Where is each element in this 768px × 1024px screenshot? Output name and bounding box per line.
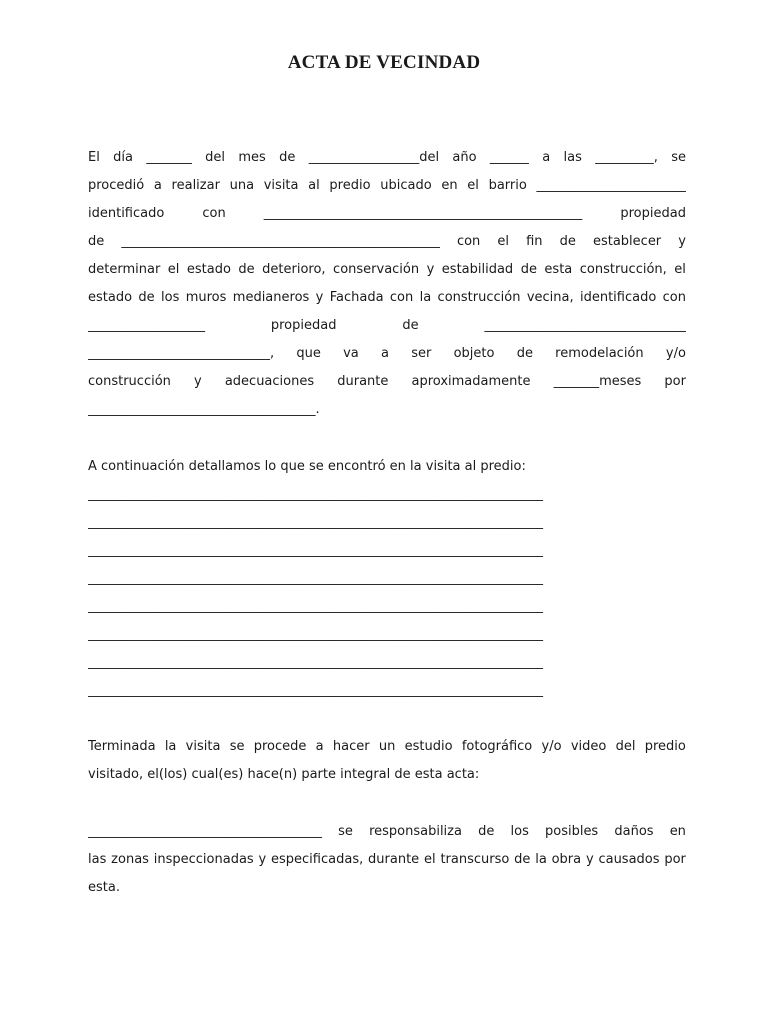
word: realizar xyxy=(171,178,220,193)
word: de xyxy=(402,318,419,333)
word: muros xyxy=(185,290,227,305)
blank-line: ______________________________________________________________________ xyxy=(88,543,543,558)
word: objeto xyxy=(453,346,495,361)
word: el xyxy=(467,178,479,193)
paragraph-line xyxy=(88,172,686,200)
word: al xyxy=(308,178,320,193)
word: _________________________________________________ xyxy=(121,234,440,249)
word: adecuaciones xyxy=(224,374,315,389)
word: especificadas, xyxy=(271,852,364,867)
word: se xyxy=(338,824,353,839)
word: Terminada xyxy=(88,739,156,754)
document-title: ACTA DE VECINDAD xyxy=(287,52,481,73)
word: identificado xyxy=(579,290,657,305)
paragraph-line: esta. xyxy=(88,880,120,895)
word: Fachada xyxy=(329,290,384,305)
blank-line: ______________________________________________________________________ xyxy=(88,599,543,614)
word: medianeros xyxy=(232,290,310,305)
word: ubicado xyxy=(380,178,432,193)
word: una xyxy=(229,178,255,193)
word: y/o xyxy=(541,739,562,754)
word: un xyxy=(378,739,396,754)
word: y xyxy=(194,374,202,389)
word: con xyxy=(389,290,414,305)
word: predio xyxy=(644,739,686,754)
word: causados xyxy=(598,852,660,867)
word: y xyxy=(315,290,324,305)
word: de xyxy=(514,852,531,867)
word: de xyxy=(559,234,576,249)
paragraph-line xyxy=(88,228,686,256)
word: del xyxy=(615,739,636,754)
paragraph-line xyxy=(88,284,686,312)
word: _________________________________________________ xyxy=(263,206,583,221)
word: _________, xyxy=(595,150,658,165)
word: con xyxy=(662,290,686,305)
word: video xyxy=(570,739,607,754)
word: visita xyxy=(263,178,299,193)
word: el xyxy=(424,852,436,867)
word: propiedad xyxy=(270,318,337,333)
word: El xyxy=(88,150,100,165)
word: predio xyxy=(329,178,371,193)
word: la xyxy=(164,739,177,754)
word: barrio xyxy=(488,178,527,193)
word: deterioro, xyxy=(262,262,326,277)
word: establecer xyxy=(592,234,662,249)
word: va xyxy=(343,346,359,361)
word: __________________ xyxy=(88,318,205,333)
word: vecina, xyxy=(526,290,574,305)
paragraph-line xyxy=(88,256,686,284)
word: construcción xyxy=(88,374,171,389)
paragraph-responsibility xyxy=(88,818,686,902)
word: _______meses xyxy=(553,374,642,389)
word: que xyxy=(296,346,321,361)
word: la xyxy=(535,852,547,867)
word: _______________________________ xyxy=(484,318,686,333)
word: de xyxy=(478,824,495,839)
word: obra xyxy=(551,852,582,867)
word: ______ xyxy=(489,150,529,165)
word: el xyxy=(674,262,686,277)
word: de xyxy=(88,234,105,249)
word: las xyxy=(563,150,582,165)
blank-line: ______________________________________________________________________ xyxy=(88,683,543,698)
blank-line: ______________________________________________________________________ xyxy=(88,571,543,586)
word: a xyxy=(315,739,324,754)
word: el xyxy=(167,262,180,277)
word: y xyxy=(426,262,435,277)
paragraph-line xyxy=(88,144,686,172)
word: la xyxy=(419,290,432,305)
paragraph-photo-study xyxy=(88,733,686,789)
word: _______ xyxy=(146,150,192,165)
word: _________________del xyxy=(308,150,440,165)
word: se xyxy=(671,150,686,165)
word: a xyxy=(153,178,162,193)
paragraph-visit-details xyxy=(88,144,686,424)
word: se xyxy=(229,739,245,754)
word: construcción xyxy=(437,290,521,305)
paragraph-line xyxy=(88,818,686,846)
word: de xyxy=(238,262,255,277)
word: identificado xyxy=(88,206,165,221)
word: procedió xyxy=(88,178,145,193)
word: por xyxy=(664,374,686,389)
word: y xyxy=(258,852,267,867)
findings-intro: A continuación detallamos lo que se encontró en la visita al predio: xyxy=(88,459,526,474)
word: los xyxy=(161,290,180,305)
word: estudio xyxy=(404,739,453,754)
word: las xyxy=(88,852,107,867)
word: con xyxy=(456,234,481,249)
paragraph-line xyxy=(88,200,686,228)
paragraph-line xyxy=(88,846,686,874)
paragraph-line xyxy=(88,312,686,340)
word: procede xyxy=(253,739,307,754)
blank-line: ______________________________________________________________________ xyxy=(88,487,543,502)
word: daños xyxy=(614,824,654,839)
word: por xyxy=(664,852,686,867)
word: durante xyxy=(337,374,389,389)
word: responsabiliza xyxy=(369,824,462,839)
word: ____________________________________ xyxy=(88,824,322,839)
paragraph-line xyxy=(88,368,686,396)
word: y xyxy=(585,852,594,867)
word: durante xyxy=(368,852,420,867)
word: propiedad xyxy=(620,206,686,221)
paragraph-line: visitado, el(los) cual(es) hace(n) parte integral de esta acta: xyxy=(88,767,480,782)
word: estado xyxy=(186,262,231,277)
paragraph-findings xyxy=(88,453,686,705)
word: fotográfico xyxy=(461,739,533,754)
word: ser xyxy=(411,346,432,361)
word: determinar xyxy=(88,262,161,277)
word: a xyxy=(381,346,389,361)
word: de xyxy=(279,150,296,165)
word: ____________________________, xyxy=(88,346,275,361)
word: mes xyxy=(238,150,266,165)
word: en xyxy=(441,178,458,193)
word: zonas xyxy=(111,852,149,867)
word: de xyxy=(520,262,537,277)
word: estado xyxy=(88,290,133,305)
word: de xyxy=(516,346,533,361)
blank-line: ______________________________________________________________________ xyxy=(88,627,543,642)
word: esta xyxy=(544,262,573,277)
word: con xyxy=(202,206,226,221)
word: remodelación xyxy=(555,346,644,361)
word: y/o xyxy=(665,346,686,361)
word: los xyxy=(510,824,529,839)
word: el xyxy=(497,234,509,249)
blank-line: ______________________________________________________________________ xyxy=(88,655,543,670)
word: conservación xyxy=(333,262,420,277)
word: estabilidad xyxy=(441,262,514,277)
word: inspeccionadas xyxy=(153,852,254,867)
word: de xyxy=(138,290,155,305)
word: aproximadamente xyxy=(411,374,531,389)
word: _______________________ xyxy=(536,178,686,193)
word: en xyxy=(669,824,686,839)
word: a xyxy=(542,150,551,165)
word: del xyxy=(205,150,226,165)
word: posibles xyxy=(544,824,599,839)
paragraph-line xyxy=(88,340,686,368)
blank-line: ______________________________________________________________________ xyxy=(88,515,543,530)
word: hacer xyxy=(332,739,370,754)
word: y xyxy=(678,234,686,249)
word: fin xyxy=(526,234,543,249)
word: transcurso xyxy=(440,852,510,867)
word: visita xyxy=(185,739,221,754)
word: construcción, xyxy=(579,262,667,277)
paragraph-line xyxy=(88,733,686,761)
word: año xyxy=(452,150,477,165)
word: día xyxy=(113,150,133,165)
paragraph-line: ___________________________________. xyxy=(88,402,320,417)
